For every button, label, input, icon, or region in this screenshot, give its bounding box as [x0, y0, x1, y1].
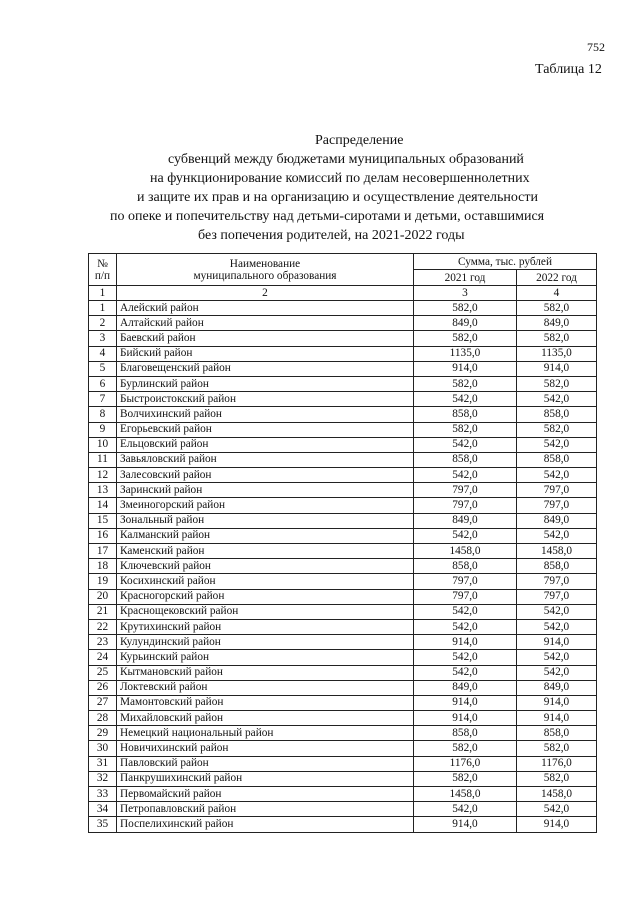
header-name-line2: муниципального образования — [193, 269, 337, 282]
row-number: 1 — [89, 301, 117, 316]
municipality-name: Новичихинский район — [117, 741, 414, 756]
table-row — [89, 544, 597, 559]
row-number: 31 — [89, 756, 117, 771]
amount-2021: 914,0 — [414, 361, 517, 376]
municipality-name: Немецкий национальный район — [117, 726, 414, 741]
amount-2022: 797,0 — [517, 498, 597, 513]
table-row — [89, 711, 597, 726]
amount-2021: 542,0 — [414, 528, 517, 543]
row-number: 21 — [89, 604, 117, 619]
header-name-line1: Наименование — [229, 257, 301, 270]
table-row — [89, 361, 597, 376]
municipality-name: Ключевский район — [117, 559, 414, 574]
amount-2022: 914,0 — [517, 635, 597, 650]
amount-2022: 582,0 — [517, 741, 597, 756]
amount-2022: 858,0 — [517, 407, 597, 422]
row-number: 15 — [89, 513, 117, 528]
amount-2022: 914,0 — [517, 817, 597, 832]
header-year-2022: 2022 год — [517, 270, 597, 286]
column-index: 4 — [517, 286, 597, 301]
row-number: 18 — [89, 559, 117, 574]
municipality-name: Каменский район — [117, 544, 414, 559]
table-row — [89, 619, 597, 634]
row-number: 16 — [89, 528, 117, 543]
municipality-name: Залесовский район — [117, 468, 414, 483]
table-row — [89, 787, 597, 802]
municipality-name: Зональный район — [117, 513, 414, 528]
municipality-name: Калманский район — [117, 528, 414, 543]
table-row — [89, 437, 597, 452]
amount-2022: 582,0 — [517, 422, 597, 437]
municipality-name: Кытмановский район — [117, 665, 414, 680]
table-row — [89, 407, 597, 422]
municipality-name: Бурлинский район — [117, 376, 414, 391]
amount-2021: 582,0 — [414, 331, 517, 346]
row-number: 14 — [89, 498, 117, 513]
municipality-name: Алейский район — [117, 301, 414, 316]
table-body — [89, 301, 597, 833]
amount-2022: 542,0 — [517, 650, 597, 665]
amount-2022: 914,0 — [517, 695, 597, 710]
amount-2021: 582,0 — [414, 376, 517, 391]
row-number: 17 — [89, 544, 117, 559]
amount-2022: 542,0 — [517, 528, 597, 543]
municipality-name: Ельцовский район — [117, 437, 414, 452]
row-number: 27 — [89, 695, 117, 710]
table-row — [89, 422, 597, 437]
amount-2022: 858,0 — [517, 452, 597, 467]
amount-2021: 914,0 — [414, 711, 517, 726]
table-row — [89, 559, 597, 574]
table-row — [89, 392, 597, 407]
municipality-name: Первомайский район — [117, 787, 414, 802]
table-row — [89, 452, 597, 467]
subsidy-table — [88, 253, 597, 833]
heading-line: по опеке и попечительству над детьми-сиротами и детьми, оставшимися — [110, 209, 545, 224]
column-index: 1 — [89, 286, 117, 301]
amount-2021: 858,0 — [414, 559, 517, 574]
table-row — [89, 589, 597, 604]
municipality-name: Красногорский район — [117, 589, 414, 604]
municipality-name: Завьяловский район — [117, 452, 414, 467]
table-row — [89, 802, 597, 817]
municipality-name: Косихинский район — [117, 574, 414, 589]
municipality-name: Крутихинский район — [117, 619, 414, 634]
amount-2022: 542,0 — [517, 468, 597, 483]
amount-2021: 582,0 — [414, 741, 517, 756]
row-number: 22 — [89, 619, 117, 634]
row-number: 34 — [89, 802, 117, 817]
row-number: 30 — [89, 741, 117, 756]
document-heading — [0, 131, 640, 245]
table-row — [89, 817, 597, 832]
amount-2021: 542,0 — [414, 604, 517, 619]
municipality-name: Баевский район — [117, 331, 414, 346]
municipality-name: Змеиногорский район — [117, 498, 414, 513]
row-number: 9 — [89, 422, 117, 437]
amount-2021: 849,0 — [414, 680, 517, 695]
amount-2021: 797,0 — [414, 483, 517, 498]
amount-2021: 797,0 — [414, 498, 517, 513]
amount-2021: 797,0 — [414, 574, 517, 589]
municipality-name: Егорьевский район — [117, 422, 414, 437]
amount-2022: 914,0 — [517, 711, 597, 726]
municipality-name: Краснощековский район — [117, 604, 414, 619]
amount-2022: 797,0 — [517, 589, 597, 604]
amount-2021: 542,0 — [414, 437, 517, 452]
table-row — [89, 483, 597, 498]
municipality-name: Панкрушихинский район — [117, 771, 414, 786]
amount-2021: 1135,0 — [414, 346, 517, 361]
amount-2022: 582,0 — [517, 301, 597, 316]
amount-2021: 858,0 — [414, 407, 517, 422]
amount-2022: 797,0 — [517, 574, 597, 589]
municipality-name: Бийский район — [117, 346, 414, 361]
municipality-name: Благовещенский район — [117, 361, 414, 376]
table-row — [89, 756, 597, 771]
amount-2021: 582,0 — [414, 301, 517, 316]
row-number: 24 — [89, 650, 117, 665]
amount-2022: 542,0 — [517, 437, 597, 452]
row-number: 23 — [89, 635, 117, 650]
amount-2022: 914,0 — [517, 361, 597, 376]
amount-2021: 858,0 — [414, 452, 517, 467]
municipality-name: Заринский район — [117, 483, 414, 498]
amount-2021: 542,0 — [414, 468, 517, 483]
table-row — [89, 695, 597, 710]
header-number-line1: № — [97, 257, 108, 270]
row-number: 20 — [89, 589, 117, 604]
table-row — [89, 316, 597, 331]
row-number: 13 — [89, 483, 117, 498]
amount-2021: 1458,0 — [414, 544, 517, 559]
municipality-name: Алтайский район — [117, 316, 414, 331]
amount-2021: 542,0 — [414, 802, 517, 817]
table-row — [89, 301, 597, 316]
heading-line: Распределение — [315, 133, 404, 148]
amount-2021: 914,0 — [414, 695, 517, 710]
header-sum: Сумма, тыс. рублей — [414, 254, 597, 270]
amount-2022: 1135,0 — [517, 346, 597, 361]
amount-2022: 542,0 — [517, 604, 597, 619]
row-number: 29 — [89, 726, 117, 741]
header-number — [89, 254, 117, 286]
table-row — [89, 331, 597, 346]
amount-2021: 849,0 — [414, 316, 517, 331]
row-number: 11 — [89, 452, 117, 467]
table-row — [89, 726, 597, 741]
row-number: 6 — [89, 376, 117, 391]
row-number: 3 — [89, 331, 117, 346]
amount-2021: 858,0 — [414, 726, 517, 741]
row-number: 19 — [89, 574, 117, 589]
row-number: 7 — [89, 392, 117, 407]
row-number: 32 — [89, 771, 117, 786]
amount-2021: 582,0 — [414, 771, 517, 786]
amount-2022: 849,0 — [517, 680, 597, 695]
municipality-name: Волчихинский район — [117, 407, 414, 422]
amount-2022: 858,0 — [517, 559, 597, 574]
municipality-name: Мамонтовский район — [117, 695, 414, 710]
amount-2021: 542,0 — [414, 619, 517, 634]
table-row — [89, 574, 597, 589]
municipality-name: Локтевский район — [117, 680, 414, 695]
table-row — [89, 346, 597, 361]
amount-2021: 849,0 — [414, 513, 517, 528]
amount-2022: 849,0 — [517, 316, 597, 331]
municipality-name: Петропавловский район — [117, 802, 414, 817]
municipality-name: Кулундинский район — [117, 635, 414, 650]
table-row — [89, 665, 597, 680]
table-row — [89, 680, 597, 695]
table-row — [89, 528, 597, 543]
table-row — [89, 771, 597, 786]
municipality-name: Быстроистокский район — [117, 392, 414, 407]
amount-2021: 542,0 — [414, 665, 517, 680]
table-row — [89, 650, 597, 665]
page-number: 752 — [587, 40, 605, 54]
row-number: 28 — [89, 711, 117, 726]
amount-2021: 797,0 — [414, 589, 517, 604]
row-number: 35 — [89, 817, 117, 832]
row-number: 10 — [89, 437, 117, 452]
amount-2022: 1176,0 — [517, 756, 597, 771]
heading-line: без попечения родителей, на 2021-2022 годы — [198, 228, 465, 243]
municipality-name: Михайловский район — [117, 711, 414, 726]
row-number: 33 — [89, 787, 117, 802]
amount-2022: 542,0 — [517, 665, 597, 680]
amount-2021: 1176,0 — [414, 756, 517, 771]
row-number: 26 — [89, 680, 117, 695]
row-number: 4 — [89, 346, 117, 361]
row-number: 25 — [89, 665, 117, 680]
amount-2022: 542,0 — [517, 619, 597, 634]
amount-2022: 582,0 — [517, 376, 597, 391]
amount-2022: 797,0 — [517, 483, 597, 498]
amount-2021: 582,0 — [414, 422, 517, 437]
amount-2022: 1458,0 — [517, 787, 597, 802]
amount-2021: 542,0 — [414, 392, 517, 407]
header-number-line2: п/п — [94, 269, 111, 282]
row-number: 12 — [89, 468, 117, 483]
municipality-name: Павловский район — [117, 756, 414, 771]
column-index: 3 — [414, 286, 517, 301]
amount-2022: 849,0 — [517, 513, 597, 528]
amount-2022: 582,0 — [517, 771, 597, 786]
amount-2021: 542,0 — [414, 650, 517, 665]
table-row — [89, 604, 597, 619]
table-label: Таблица 12 — [535, 62, 602, 77]
row-number: 5 — [89, 361, 117, 376]
amount-2022: 582,0 — [517, 331, 597, 346]
row-number: 8 — [89, 407, 117, 422]
table-row — [89, 498, 597, 513]
table-row — [89, 376, 597, 391]
column-index: 2 — [117, 286, 414, 301]
heading-line: и защите их прав и на организацию и осуществление деятельности — [137, 190, 538, 205]
amount-2021: 914,0 — [414, 635, 517, 650]
municipality-name: Поспелихинский район — [117, 817, 414, 832]
row-number: 2 — [89, 316, 117, 331]
header-name — [117, 254, 414, 286]
amount-2021: 914,0 — [414, 817, 517, 832]
table-row — [89, 468, 597, 483]
amount-2022: 542,0 — [517, 392, 597, 407]
header-year-2021: 2021 год — [414, 270, 517, 286]
amount-2022: 1458,0 — [517, 544, 597, 559]
table-row — [89, 741, 597, 756]
table-row — [89, 635, 597, 650]
amount-2021: 1458,0 — [414, 787, 517, 802]
heading-line: на функционирование комиссий по делам несовершеннолетних — [150, 171, 530, 186]
table-row — [89, 513, 597, 528]
municipality-name: Курьинский район — [117, 650, 414, 665]
amount-2022: 858,0 — [517, 726, 597, 741]
heading-line: субвенций между бюджетами муниципальных образований — [168, 152, 524, 167]
amount-2022: 542,0 — [517, 802, 597, 817]
